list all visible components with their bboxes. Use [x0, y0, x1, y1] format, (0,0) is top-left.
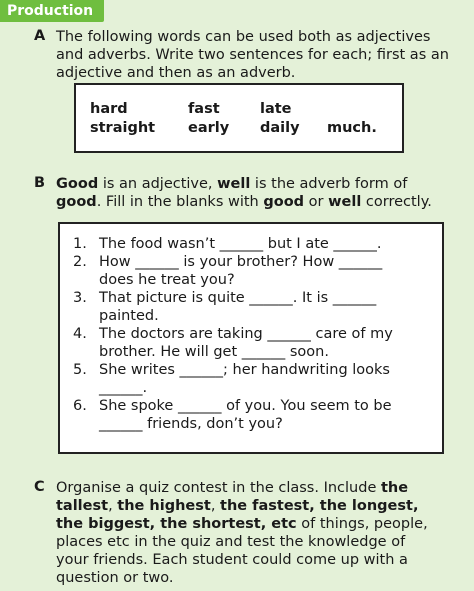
exercise-line: brother. He will get ______ soon.	[99, 344, 329, 360]
section-c-line-4: places etc in the quiz and test the knowledge of	[56, 534, 406, 550]
word-box	[74, 83, 404, 153]
section-a-line: adjective and then as an adverb.	[56, 65, 296, 81]
section-header-tag: Production	[0, 0, 104, 22]
exercise-line: ______.	[99, 380, 148, 396]
exercise-number: 5.	[73, 362, 87, 378]
exercise-item	[73, 325, 442, 361]
exercise-item	[73, 289, 442, 325]
section-c-line-6: question or two.	[56, 570, 174, 586]
exercise-list	[73, 235, 442, 433]
word-fast: fast	[188, 101, 220, 117]
intro-text: is the adverb form of	[250, 176, 408, 192]
section-c-line-5: your friends. Each student could come up with a	[56, 552, 408, 568]
section-b-instructions	[56, 175, 432, 211]
intro-text: is an adjective,	[98, 176, 218, 192]
word-good: Good	[56, 176, 99, 192]
exercise-item	[73, 253, 442, 289]
exercise-line: She writes ______; her handwriting looks	[99, 362, 390, 378]
intro-text: . Fill in the blanks with	[96, 194, 264, 210]
section-c-letter: C	[34, 479, 45, 495]
exercise-number: 1.	[73, 236, 87, 252]
exercise-line: The food wasn’t ______ but I ate ______.	[99, 236, 382, 252]
exercise-item	[73, 397, 442, 433]
word-straight: straight	[90, 120, 156, 136]
c-bold: the biggest, the shortest, etc	[56, 516, 297, 532]
c-comma: ,	[108, 498, 118, 514]
exercise-line: ______ friends, don’t you?	[99, 416, 283, 432]
c-bold: tallest	[56, 498, 109, 514]
c-bold: the highest	[117, 498, 211, 514]
exercise-line: The doctors are taking ______ care of my	[99, 326, 393, 342]
word-late: late	[260, 101, 292, 117]
section-c-line-1	[56, 479, 428, 497]
c-text: of things, people,	[296, 516, 428, 532]
c-bold: the	[380, 480, 409, 496]
intro-text: or	[304, 194, 329, 210]
exercise-line: painted.	[99, 308, 159, 324]
exercise-line: does he treat you?	[99, 272, 235, 288]
c-text: Organise a quiz contest in the class. Include	[56, 480, 381, 496]
exercise-box	[58, 222, 444, 454]
section-c-line-3	[56, 515, 428, 533]
section-b-line-1	[56, 175, 432, 193]
section-a-line: and adverbs. Write two sentences for each; first as an	[56, 47, 449, 63]
intro-text: correctly.	[361, 194, 432, 210]
section-b-line-2	[56, 193, 432, 211]
c-bold: the fastest, the longest,	[220, 498, 419, 514]
exercise-line: That picture is quite ______. It is ______	[99, 290, 377, 306]
exercise-number: 4.	[73, 326, 87, 342]
exercise-line: She spoke ______ of you. You seem to be	[99, 398, 392, 414]
word-daily: daily	[260, 120, 300, 136]
c-comma: ,	[210, 498, 221, 514]
section-c-line-2	[56, 497, 428, 515]
word-hard: hard	[90, 101, 128, 117]
word-well: well	[328, 194, 362, 210]
exercise-number: 2.	[73, 254, 87, 270]
exercise-number: 6.	[73, 398, 87, 414]
exercise-line: How ______ is your brother? How ______	[99, 254, 383, 270]
section-a-line: The following words can be used both as adjectives	[56, 29, 431, 45]
word-good: good	[56, 194, 97, 210]
section-b-letter: B	[34, 175, 46, 191]
section-a-letter: A	[34, 28, 46, 44]
word-early: early	[188, 120, 230, 136]
exercise-number: 3.	[73, 290, 87, 306]
word-good: good	[263, 194, 305, 210]
exercise-item	[73, 361, 442, 397]
section-c-instructions	[56, 479, 428, 587]
word-well: well	[217, 176, 251, 192]
exercise-item	[73, 235, 442, 253]
section-a-instructions	[56, 28, 449, 82]
word-much: much.	[327, 120, 377, 136]
